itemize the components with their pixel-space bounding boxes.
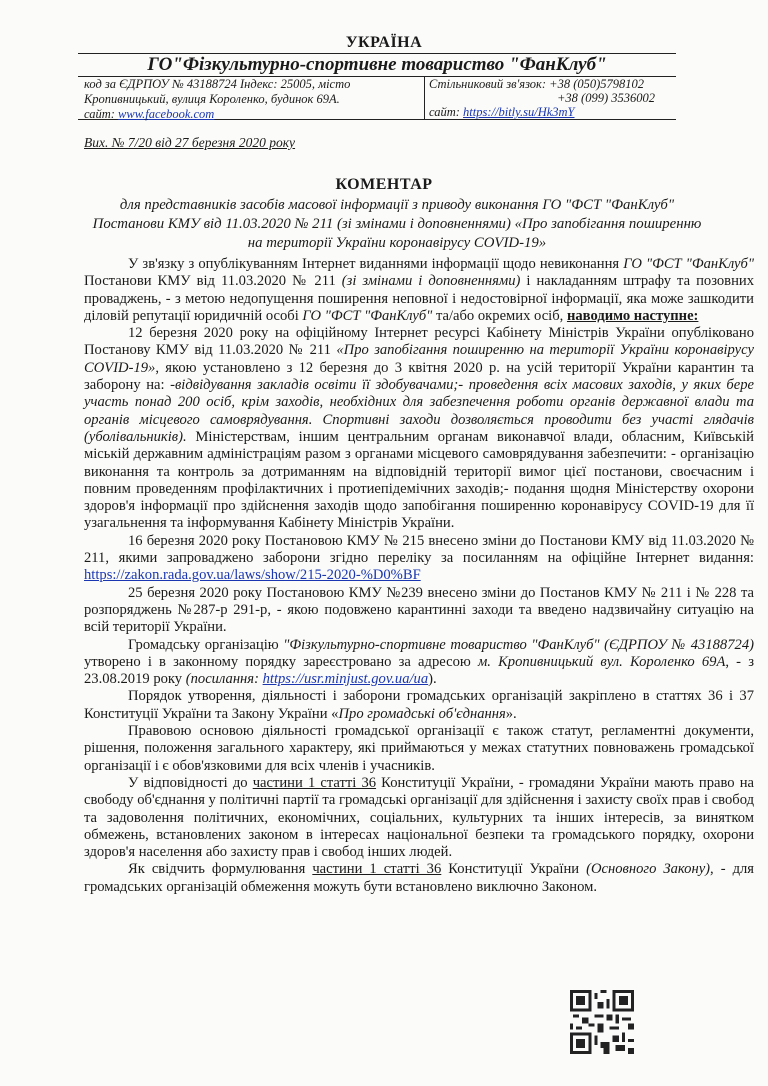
document-subtitle: для представників засобів масової інформації з приводу виконання ГО "ФСТ "ФанКлуб" Постанови КМУ від 11.03.2020 № 211 (зі змінами і доповненнями) «Про запобігання поширенню на території України коронавірусу COVID-19»: [92, 197, 702, 251]
paragraph-6: Порядок утворення, діяльності і заборони громадських організацій закріплено в статтях 36 і 37 Конституції України та Закону України «Про громадські об'єднання».: [84, 688, 754, 722]
paragraph-3: 16 березня 2020 року Постановою КМУ № 215 внесено зміни до Постанови КМУ від 11.03.2020 № 211, якими запроваджено заборони згідно переліку за посиланням на офіційне Інтернет видання: https://zakon.rada.gov.ua/laws/show/215-2020-%D0%BF: [84, 532, 754, 584]
paragraph-1: У зв'язку з опублікуванням Інтернет виданнями інформації щодо невиконання ГО "ФСТ "ФанКлуб" Постанови КМУ від 11.03.2020 № 211 (зі змінами і доповненнями) і накладанням штрафу та позовних проваджень, - з метою недопущення поширення неповної і недостовірної інформації, яка може зашкодити діловій репутації юридичній особі ГО "ФСТ "ФанКлуб" та/або окремих осіб, наводимо наступне:: [84, 256, 754, 324]
paragraph-7: Правовою основою діяльності громадської організації є також статут, регламентні документи, рішення, положення загального характеру, які приймаються у межах статутних повноважень громадської організації і є обов'язковими для всіх членів і учасників.: [84, 723, 754, 774]
country-heading: УКРАЇНА: [345, 34, 423, 51]
paragraph-4: 25 березня 2020 року Постановою КМУ №239 внесено зміни до Постанов КМУ № 211 і № 228 та розпоряджень №287-р 291-р, - якою подовжено карантинні заходи та введено надзвичайну ситуацію на всій території України.: [84, 584, 754, 636]
paragraph-9: Як свідчить формулювання частини 1 статті 36 Конституції України (Основного Закону), - для громадських організацій обмеження можуть бути встановлено виключно Законом.: [84, 861, 754, 895]
website2-line: [429, 105, 681, 119]
website-line: [84, 107, 414, 122]
bitly-link[interactable]: https://bitly.su/Hk3mY: [463, 105, 575, 119]
facebook-link[interactable]: www.facebook.com: [118, 107, 215, 121]
document-title: КОМЕНТАР: [335, 176, 433, 193]
qr-code-icon: [570, 990, 634, 1054]
zakon-rada-link[interactable]: https://zakon.rada.gov.ua/laws/show/215-2020-%D0%BF: [84, 567, 421, 584]
phone-2: +38 (099) 3536002: [557, 91, 656, 105]
lead-in-phrase: наводимо наступне:: [566, 307, 699, 324]
outgoing-reference: Вих. № 7/20 від 27 березня 2020 року: [84, 135, 296, 150]
paragraph-8: У відповідності до частини 1 статті 36 Конституції України, - громадяни України мають право на свободу об'єднання у політичні партії та громадські організації для здійснення і захисту своїх прав і свобод та задоволення політичних, економічних, соціальних, культурних та інших інтересів, за винятком обмежень, встановлених законом в інтересах національної безпеки та громадського порядку, охорони здоров'я населення або захисту прав і свобод інших людей.: [84, 774, 754, 861]
document-body: [84, 256, 754, 896]
paragraph-5: Громадську організацію "Фізкультурно-спортивне товариство "ФанКлуб" (ЄДРПОУ № 43188724) утворено і в законному порядку зареєстровано за адресою м. Кропивницький вул. Короленко 69А, - з 23.08.2019 року (посилання: https://usr.minjust.gov.ua/ua).: [84, 636, 754, 688]
site-label: сайт:: [84, 107, 119, 121]
registry-code: код за ЄДРПОУ № 43188724 Індекс: 25005, місто: [84, 77, 351, 91]
site2-label: сайт:: [429, 105, 464, 119]
address: Кропивницький, вулиця Короленко, будинок 69А.: [84, 92, 340, 106]
minjust-link[interactable]: https://usr.minjust.gov.ua/ua: [262, 671, 429, 688]
phone-1: Стільниковий зв'язок: +38 (050)5798102: [429, 77, 645, 91]
letterhead-info: [78, 77, 676, 120]
paragraph-2: 12 березня 2020 року на офіційному Інтернет ресурсі Кабінету Міністрів України опубліковано Постанову КМУ від 11.03.2020 № 211 «Про запобігання поширенню на території України коронавірусу COVID-19», якою установлено з 12 березня до 3 квітня 2020 р. на усій території України карантин та заборону на: -відвідування закладів освіти її здобувачами;- проведення всіх масових заходів, у яких бере участь понад 200 осіб, крім заходів, необхідних для забезпечення роботи органів державної влади та органів місцевого самоврядування. Спортивні заходи дозволяється проводити без участі глядачів (уболівальників). Міністерствам, іншим центральним органам виконавчої влади, обласним, Київській міській державним адміністраціям разом з органами місцевого самоврядування забезпечити: - організацію виконання та контроль за дотриманням на відповідній території вимог цієї постанови, своєчасним і повним проведенням профілактичних і протиепідемічних заходів;- подання щодня Міністерству охорони здоров'я інформації про здійснення заходів щодо запобігання поширенню коронавірусу COVID-19 для її узагальнення та інформування Кабінету Міністрів України.: [84, 325, 754, 532]
organization-name: ГО"Фізкультурно-спортивне товариство "ФанКлуб": [78, 53, 676, 77]
letterhead-right: [424, 77, 681, 119]
letterhead-left: [84, 77, 414, 122]
